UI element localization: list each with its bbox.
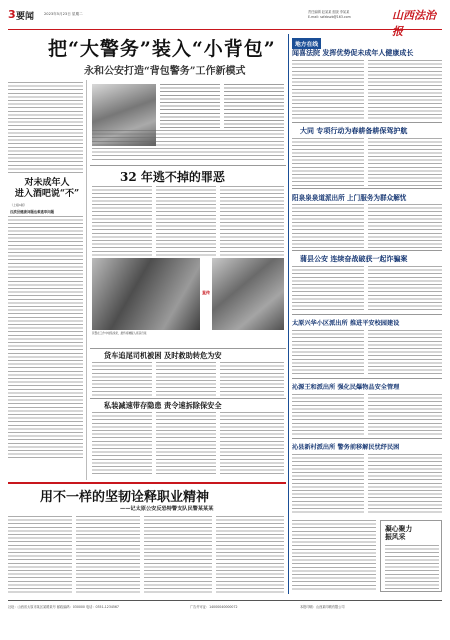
mid-story-2-text-a xyxy=(92,412,152,474)
main-headline: 把“大警务”装入“小背包” xyxy=(48,38,276,60)
right-story-4-text-b xyxy=(368,266,442,312)
bottom-text-1 xyxy=(8,516,72,594)
left-byline: （上接1版） xyxy=(10,203,27,207)
footer-ad-license: 广告许可证：14000040000072 xyxy=(190,605,238,609)
right-story-3-text-a xyxy=(292,204,364,248)
section-tag: 地方在线 xyxy=(292,38,321,49)
story-32yrs-text-3 xyxy=(220,186,284,256)
masthead-bar xyxy=(8,6,442,38)
main-subheadline: 永和公安打造“背包警务”工作新模式 xyxy=(84,66,246,77)
left-top-text xyxy=(8,82,83,174)
right-story-5-title: 太原兴华小区派出所 推进平安校园建设 xyxy=(292,320,400,327)
story-32yrs-caption: 民警在工作中收集线索，最终将嫌疑人抓获归案 xyxy=(92,332,147,335)
main-body-text-4 xyxy=(92,130,284,160)
right-story-3-text-b xyxy=(368,204,442,248)
feature-box-text xyxy=(385,545,439,589)
right-story-5-text-b xyxy=(368,330,442,376)
story-32yrs-title: 32 年逃不掉的罪恶 xyxy=(120,170,225,184)
mid-story-2-text-b xyxy=(156,412,216,474)
footer-printer: 本报印刷：山西某印刷有限公司 xyxy=(300,605,345,609)
newspaper-logo: 山西法治报 xyxy=(392,9,436,38)
main-body-text-2 xyxy=(160,84,220,128)
right-story-6-text-b xyxy=(368,394,442,436)
footer-address: 社址：山西省太原市某区某路某号 邮政编码：030000 电话：0351-1234567 xyxy=(8,605,119,609)
bottom-text-4 xyxy=(216,516,284,594)
bottom-headline: 用不一样的坚韧诠释职业精神 xyxy=(40,490,210,505)
right-story-1-text-b xyxy=(368,60,442,120)
mid-story-1-title: 货车追尾司机被困 及时救助转危为安 xyxy=(104,351,222,360)
page-number: 3 xyxy=(8,8,16,21)
mid-story-1-text-a xyxy=(92,362,152,396)
right-story-7-title: 沁县新村派出所 警务前移解民忧纾民困 xyxy=(292,444,400,451)
left-headline: 对未成年人 进入酒吧说“不” xyxy=(14,178,80,199)
mid-story-1-text-b xyxy=(156,362,216,396)
bottom-text-2 xyxy=(76,516,140,594)
issue-date: 2023年5月23日 星期二 xyxy=(44,12,83,16)
mid-story-2-title: 私装减速带存隐患 责令速拆除保安全 xyxy=(104,401,222,410)
section-name: 要闻 xyxy=(16,12,35,22)
left-subhead: 汉滨县健康问题也难逃审问题 xyxy=(10,210,55,214)
story-32yrs-text-1 xyxy=(92,186,152,256)
right-story-2-title: 大同 专项行动为春耕备耕保驾护航 xyxy=(300,127,408,135)
bottom-subheadline: ——记太原公安反恐特警支队民警某某某 xyxy=(120,506,214,512)
bottom-text-3 xyxy=(144,516,212,594)
feature-box-title: 凝心聚力 振风采 xyxy=(385,525,413,541)
feature-box xyxy=(380,520,442,592)
right-story-6-text-a xyxy=(292,394,364,436)
story-32yrs-photo-left xyxy=(92,258,200,330)
mid-story-2-text-c xyxy=(220,412,284,474)
main-body-text-3 xyxy=(224,84,284,128)
right-story-5-text-a xyxy=(292,330,364,376)
mid-story-1-text-c xyxy=(220,362,284,396)
editor-line: 责任编辑 赵某某 组版 李某某 xyxy=(308,10,350,14)
right-story-6-title: 沁源王和派出所 强化民爆物品安全管理 xyxy=(292,384,400,391)
right-story-1-title: 闻喜法院 发挥优势促未成年人健康成长 xyxy=(292,49,414,57)
right-story-4-title: 蒲县公安 连续奋战破获一起诈骗案 xyxy=(300,255,408,263)
story-stamp: 直传 xyxy=(202,290,210,295)
right-story-3-title: 阳泉泉泉道派出所 上门服务为群众解忧 xyxy=(292,194,407,202)
right-story-4-text-a xyxy=(292,266,364,312)
story-32yrs-photo-right xyxy=(212,258,284,330)
right-story-7-text-a xyxy=(292,454,364,514)
right-story-7-text-b xyxy=(368,454,442,514)
left-body-text xyxy=(8,216,83,460)
editor-email: E-mail: szfzbszb@163.com xyxy=(308,15,351,19)
story-32yrs-text-2 xyxy=(156,186,216,256)
right-story-2-text-b xyxy=(368,138,442,186)
right-story-1-text-a xyxy=(292,60,364,120)
right-story-2-text-a xyxy=(292,138,364,186)
right-bottom-text xyxy=(292,520,376,592)
